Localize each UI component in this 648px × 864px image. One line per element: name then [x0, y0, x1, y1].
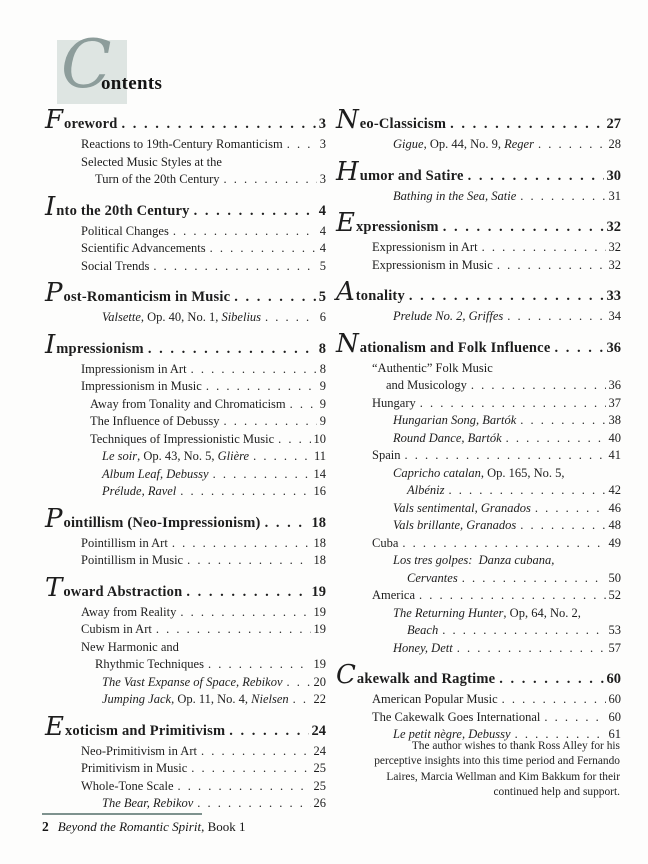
footer-book-title: Beyond the Romantic Spirit [57, 819, 202, 834]
page-number: 61 [608, 727, 621, 741]
entry-text: and Musicology [386, 378, 467, 392]
dot-leader [122, 114, 316, 135]
dot-leader [278, 431, 310, 449]
page-number: 5 [318, 289, 326, 305]
toc-entry-line [45, 154, 326, 172]
toc-entry-line [336, 377, 621, 395]
entry-text: Expressionism in Music [372, 257, 493, 272]
toc-entry-line [336, 482, 621, 500]
page-number: 10 [313, 431, 326, 446]
dot-leader [186, 582, 308, 603]
page-number: 24 [311, 722, 326, 739]
toc-entry-line [45, 309, 326, 327]
entry-text: Round Dance, Bartók [393, 430, 502, 445]
dot-leader [443, 217, 604, 238]
dot-leader [293, 691, 311, 709]
page-number: 42 [608, 483, 621, 497]
section-initial-letter: A [336, 277, 355, 307]
entry-text: Le soir [102, 449, 138, 463]
dot-leader [156, 621, 311, 639]
toc-entry-line [45, 604, 326, 622]
dot-leader [210, 240, 317, 258]
dot-leader [265, 513, 309, 534]
dot-leader [497, 257, 606, 275]
entry-text: Cervantes [407, 570, 458, 585]
toc-entry-line [45, 448, 326, 466]
toc-entry-line [45, 483, 326, 501]
entry-text: Political Changes [81, 223, 169, 238]
toc-section [45, 503, 326, 570]
entry-text: Jumping Jack [102, 692, 172, 706]
entry-text: America [372, 588, 416, 602]
toc-section [336, 660, 621, 744]
page-number: 3 [319, 172, 326, 186]
dot-leader [187, 552, 310, 570]
dot-leader [482, 239, 606, 257]
dot-leader [506, 430, 606, 448]
toc-entry-line [336, 691, 621, 709]
page-number: 9 [319, 396, 326, 411]
entry-text: Neo-Primitivism in Art [81, 743, 197, 758]
dot-leader [442, 622, 605, 640]
toc-column-right [336, 105, 621, 744]
toc-entry-line [45, 223, 326, 241]
page-number: 50 [608, 570, 621, 585]
contents-header [57, 26, 277, 110]
page-number: 4 [318, 202, 326, 219]
page-number: 57 [608, 640, 621, 655]
toc-entry-line [45, 760, 326, 778]
toc-entry-line [336, 622, 621, 640]
page-number: 4 [319, 223, 326, 238]
section-title: xoticism and Primitivism [64, 722, 226, 739]
page-number: 53 [608, 623, 621, 637]
page-number: 19 [313, 657, 326, 671]
dot-leader [180, 604, 310, 622]
page-number: 25 [313, 778, 326, 793]
toc-entry-line [45, 691, 326, 709]
dot-leader [223, 413, 316, 431]
dot-leader [457, 640, 606, 658]
toc-entry-line [336, 500, 621, 518]
toc-section-heading [45, 572, 326, 603]
page-number: 9 [319, 414, 326, 428]
entry-text: Reactions to 19th-Century Romanticism [81, 137, 283, 151]
entry-text: Whole-Tone Scale [81, 778, 174, 793]
page-number: 28 [608, 137, 621, 151]
section-title: mpressionism [56, 340, 144, 357]
page-number: 11 [313, 449, 326, 463]
entry-text: Pointillism in Music [81, 553, 184, 567]
section-initial-letter: C [336, 660, 356, 690]
toc-entry-line [45, 621, 326, 639]
entry-text: Impressionism in Music [81, 379, 202, 393]
entry-text: , Op. 11, No. 4, [171, 692, 252, 706]
dot-leader [544, 709, 605, 727]
entry-text: Vals brillante, Granados [393, 518, 517, 532]
page-number: 6 [319, 310, 326, 324]
toc-section [45, 572, 326, 709]
toc-section [336, 105, 621, 154]
toc-entry-line [45, 795, 326, 813]
toc-entry-line [45, 171, 326, 189]
entry-text: Cuba [372, 535, 399, 550]
acknowledgment-note: The author wishes to thank Ross Alley for his perceptive insights into this time period and Fernando Laires, Marcia Wellman and Kim Bakkum for their continued help and support. [374, 740, 620, 799]
entry-text: Los tres golpes: Danza cubana, [393, 553, 555, 567]
toc-entry-line [45, 743, 326, 761]
toc-entry-line [45, 258, 326, 276]
section-initial-letter: P [45, 278, 63, 308]
toc-entry-line [336, 640, 621, 658]
toc-section-heading [336, 328, 621, 359]
dot-leader [520, 188, 605, 206]
entry-text: Gigue [393, 137, 424, 151]
page-number: 49 [608, 535, 621, 550]
section-initial-letter: H [336, 156, 359, 187]
toc-entry-line [336, 188, 621, 206]
toc-section-heading [336, 277, 621, 307]
toc-entry-line [45, 466, 326, 484]
page-number: 9 [319, 379, 326, 393]
dot-leader [191, 760, 310, 778]
toc-entry-line [336, 239, 621, 257]
page-number: 18 [313, 535, 326, 550]
section-title: ationalism and Folk Influence [359, 339, 551, 356]
entry-text: Glière [217, 449, 250, 463]
dot-leader [468, 166, 604, 187]
dot-leader [191, 361, 317, 379]
page-number: 60 [606, 671, 621, 687]
dot-leader [180, 483, 310, 501]
page-number: 60 [608, 692, 621, 706]
section-title: nto the 20th Century [56, 202, 190, 219]
entry-text: , Op. 43, No. 5, [137, 449, 218, 463]
entry-text: Selected Music Styles at the [81, 154, 222, 169]
toc-section [336, 277, 621, 326]
toc-entry-line [336, 360, 621, 378]
entry-text: Le petit nègre, Debussy [393, 727, 511, 741]
entry-text: The Bear, Rebikov [102, 796, 194, 810]
section-title: xpressionism [355, 219, 439, 235]
entry-text: Hungarian Song, Bartók [393, 413, 517, 427]
dot-leader [502, 691, 606, 709]
dot-leader [265, 309, 317, 327]
toc-entry-line [336, 447, 621, 465]
entry-text: Nielsen [251, 692, 289, 706]
dot-leader [520, 412, 605, 430]
dot-leader [290, 396, 317, 414]
dot-leader [402, 535, 605, 553]
entry-text: The Cakewalk Goes International [372, 709, 541, 724]
dot-leader [194, 201, 316, 222]
entry-text: , Op. 40, No. 1, [140, 310, 222, 324]
dot-leader [197, 795, 310, 813]
section-initial-letter: E [45, 711, 64, 742]
entry-text: The Influence of Debussy [90, 414, 220, 428]
page-number: 46 [608, 500, 621, 515]
dot-leader [462, 570, 606, 588]
folio-page-number: 2 [42, 819, 49, 834]
toc-entry-line [336, 412, 621, 430]
toc-section-heading [45, 329, 326, 360]
dot-leader [287, 136, 317, 154]
toc-entry-line [336, 709, 621, 727]
entry-text: Bathing in the Sea, Satie [393, 188, 517, 203]
toc-entry-line [336, 395, 621, 413]
toc-section-heading [45, 191, 326, 222]
footer [42, 819, 246, 835]
entry-text: Album Leaf, Debussy [102, 466, 209, 481]
dot-leader [449, 482, 606, 500]
toc-section [45, 191, 326, 276]
page-number: 36 [608, 378, 621, 392]
toc-entry-line [336, 430, 621, 448]
dot-leader [419, 587, 605, 605]
toc-entry-line [45, 413, 326, 431]
toc-entry-line [336, 465, 621, 483]
dot-leader [535, 500, 606, 518]
entry-text: , Op. 44, No. 9, [423, 137, 505, 151]
dot-leader [409, 286, 604, 307]
entry-text: Beach [407, 623, 439, 637]
entry-text: , Op. 165, No. 5, [480, 465, 565, 480]
toc-entry-line [336, 605, 621, 623]
footer-book-edition: , Book 1 [201, 819, 246, 834]
page-number: 40 [608, 430, 621, 445]
dot-leader [404, 447, 605, 465]
section-initial-letter: E [336, 208, 355, 238]
entry-text: Vals sentimental, Granados [393, 500, 531, 515]
dot-leader [471, 377, 606, 395]
toc-entry-line [336, 517, 621, 535]
toc-section [45, 278, 326, 327]
entry-text: Capricho catalan [393, 465, 481, 480]
toc-section [45, 329, 326, 501]
entry-text: Rhythmic Techniques [95, 657, 204, 671]
page-number: 48 [608, 518, 621, 532]
entry-text: Prélude, Ravel [102, 484, 177, 498]
section-title: akewalk and Ragtime [356, 671, 496, 687]
toc-entry-line [45, 535, 326, 553]
page-number: 8 [318, 340, 326, 357]
dot-leader [287, 674, 311, 692]
dot-leader [253, 448, 311, 466]
dot-leader [499, 669, 603, 690]
dot-leader [213, 466, 311, 484]
toc-section [45, 711, 326, 813]
toc-column-left [45, 105, 326, 813]
dot-leader [208, 656, 311, 674]
toc-section-heading [336, 208, 621, 238]
dropcap-letter: C [61, 26, 112, 103]
entry-text: Away from Tonality and Chromaticism [90, 396, 286, 411]
toc-entry-line [45, 552, 326, 570]
page-number: 18 [313, 553, 326, 567]
dot-leader [148, 339, 316, 360]
dot-leader [178, 778, 311, 796]
section-initial-letter: P [45, 503, 63, 534]
toc-entry-line [336, 570, 621, 588]
page-number: 25 [313, 761, 326, 775]
page-number: 52 [608, 588, 621, 602]
section-title: umor and Satire [359, 167, 464, 184]
dot-leader [229, 721, 308, 742]
dot-leader [450, 114, 603, 135]
page-number: 37 [608, 395, 621, 410]
toc-section-heading [45, 105, 326, 135]
dot-leader [224, 171, 317, 189]
page-number: 26 [313, 796, 326, 810]
toc-entry-line [336, 136, 621, 154]
footer-rule [42, 813, 202, 815]
page-number: 19 [313, 604, 326, 619]
entry-text: , Op, 64, No. 2, [503, 605, 581, 620]
dot-leader [153, 258, 316, 276]
toc-entry-line [45, 431, 326, 449]
entry-text: Prelude No. 2, Griffes [393, 309, 504, 323]
page-number: 32 [608, 240, 621, 254]
dot-leader [201, 743, 311, 761]
entry-text: The Returning Hunter [393, 605, 504, 620]
page-number: 33 [606, 288, 621, 304]
section-title: ointillism (Neo-Impressionism) [63, 514, 261, 531]
toc-section [336, 156, 621, 206]
toc-entry-line [45, 240, 326, 258]
dot-leader [507, 308, 605, 326]
toc-entry-line [336, 308, 621, 326]
entry-text: Valsette [102, 310, 141, 324]
toc-section-heading [45, 503, 326, 534]
entry-text: Away from Reality [81, 604, 177, 619]
toc-section-heading [336, 156, 621, 187]
entry-text: Impressionism in Art [81, 361, 187, 376]
section-title: eo-Classicism [359, 116, 447, 132]
section-title: tonality [355, 288, 405, 304]
entry-text: New Harmonic and [81, 639, 179, 654]
entry-text: Techniques of Impressionistic Music [90, 431, 275, 446]
entry-text: Social Trends [81, 258, 150, 273]
page-number: 32 [606, 219, 621, 235]
entry-text: Albéniz [407, 483, 445, 497]
page-number: 3 [319, 137, 326, 151]
toc-entry-line [45, 674, 326, 692]
entry-text: Scientific Advancements [81, 241, 206, 255]
dot-leader [234, 287, 316, 308]
toc-section-heading [336, 105, 621, 135]
toc-section [45, 105, 326, 189]
page-number: 30 [606, 167, 621, 184]
section-initial-letter: F [45, 105, 64, 135]
section-initial-letter: I [45, 329, 56, 360]
toc-entry-line [336, 257, 621, 275]
entry-text: Honey, Dett [393, 640, 453, 655]
entry-text: Pointillism in Art [81, 535, 168, 550]
entry-text: “Authentic” Folk Music [372, 360, 493, 375]
entry-text: Turn of the 20th Century [95, 172, 220, 186]
toc-entry-line [45, 656, 326, 674]
dot-leader [520, 517, 605, 535]
entry-text: Primitivism in Music [81, 761, 188, 775]
entry-text: The Vast Expanse of Space, Rebikov [102, 674, 283, 689]
page-number: 34 [608, 309, 621, 323]
page-number: 3 [318, 116, 326, 132]
dot-leader [172, 535, 311, 553]
dot-leader [173, 223, 317, 241]
toc-entry-line [336, 587, 621, 605]
toc-section-heading [336, 660, 621, 690]
toc-section-heading [45, 278, 326, 308]
toc-entry-line [45, 136, 326, 154]
dot-leader [206, 378, 317, 396]
toc-section-heading [45, 711, 326, 742]
page-number: 4 [319, 241, 326, 255]
toc-section [336, 208, 621, 274]
page-number: 16 [313, 484, 326, 498]
dot-leader [554, 338, 603, 359]
page-number: 60 [608, 709, 621, 724]
page-number: 19 [311, 583, 326, 600]
toc-section [336, 328, 621, 658]
section-title: oward Abstraction [63, 583, 183, 600]
page-number: 41 [608, 448, 621, 462]
page-number: 18 [311, 514, 326, 531]
section-initial-letter: N [336, 105, 359, 135]
toc-entry-line [336, 552, 621, 570]
page-number: 19 [313, 622, 326, 636]
section-initial-letter: T [45, 572, 63, 603]
page-number: 27 [606, 116, 621, 132]
toc-entry-line [45, 396, 326, 414]
page-number: 38 [608, 413, 621, 427]
page-title: ontents [101, 73, 163, 94]
section-title: oreword [64, 116, 118, 132]
section-title: ost-Romanticism in Music [63, 289, 231, 305]
page-number: 36 [606, 339, 621, 356]
dot-leader [420, 395, 606, 413]
entry-text: Reger [504, 137, 534, 151]
entry-text: Cubism in Art [81, 622, 152, 636]
page-number: 14 [313, 466, 326, 481]
entry-text: Spain [372, 448, 401, 462]
toc-entry-line [45, 361, 326, 379]
page-number: 31 [608, 188, 621, 203]
page-number: 20 [313, 674, 326, 689]
page-number: 22 [313, 692, 326, 706]
section-initial-letter: I [45, 191, 56, 222]
page-number: 8 [319, 361, 326, 376]
toc-entry-line [45, 778, 326, 796]
section-initial-letter: N [336, 328, 359, 359]
toc-entry-line [45, 378, 326, 396]
page-number: 32 [608, 257, 621, 272]
toc-entry-line [336, 535, 621, 553]
entry-text: Hungary [372, 395, 416, 410]
entry-text: Expressionism in Art [372, 240, 478, 254]
entry-text: Sibelius [221, 310, 262, 324]
page-number: 24 [313, 743, 326, 758]
entry-text: American Popular Music [372, 692, 498, 706]
toc-entry-line [45, 639, 326, 657]
page-number: 5 [319, 258, 326, 273]
dot-leader [538, 136, 606, 154]
